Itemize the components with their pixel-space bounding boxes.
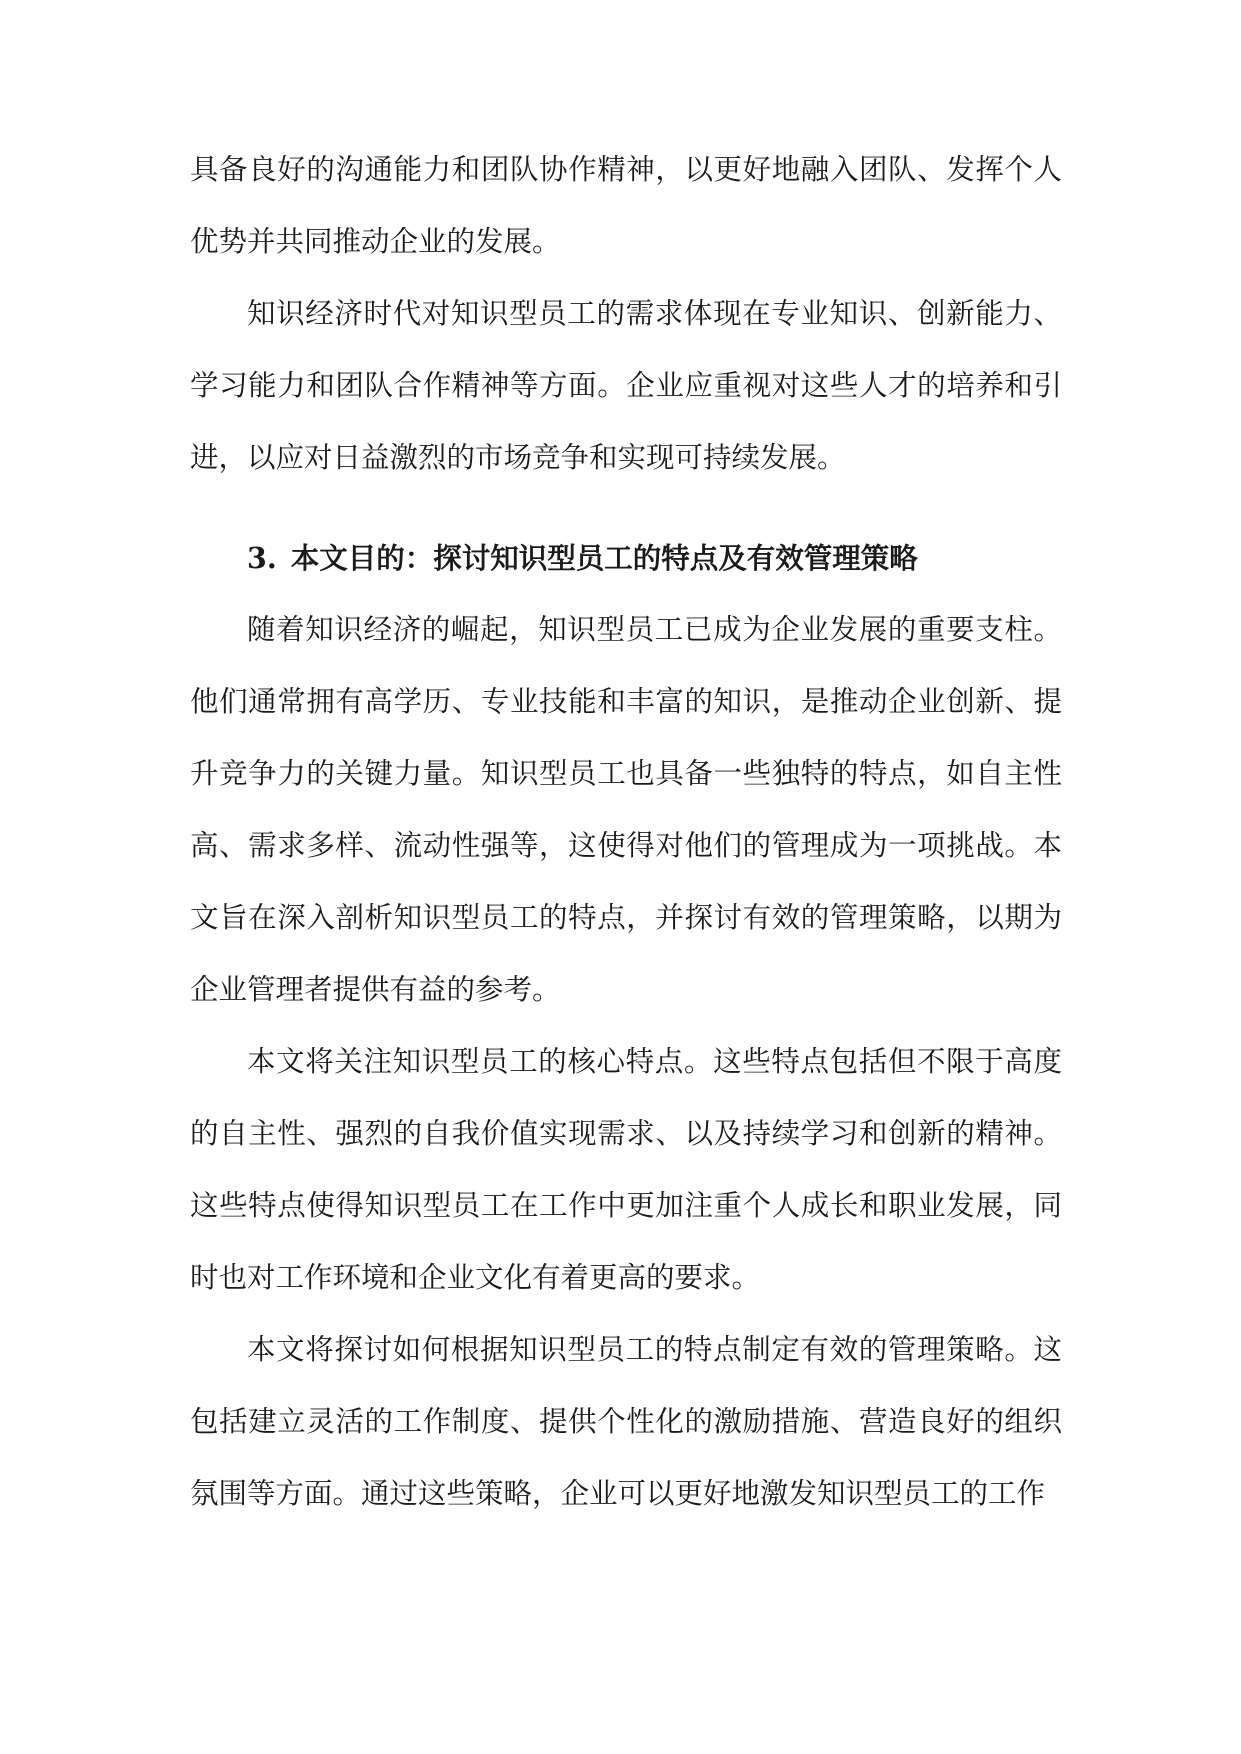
paragraph-3: 随着知识经济的崛起，知识型员工已成为企业发展的重要支柱。他们通常拥有高学历、专业技能和丰富的知识，是推动企业创新、提升竞争力的关键力量。知识型员工也具备一些独特的特点，如自主性高、需求多样、流动性强等，这使得对他们的管理成为一项挑战。本文旨在深入剖析知识型员工的特点，并探讨有效的管理策略，以期为企业管理者提供有益的参考。 xyxy=(190,613,1062,1006)
paragraph-2: 知识经济时代对知识型员工的需求体现在专业知识、创新能力、学习能力和团队合作精神等方面。企业应重视对这些人才的培养和引进，以应对日益激烈的市场竞争和实现可持续发展。 xyxy=(190,297,1062,474)
section-number: 3. xyxy=(247,541,277,575)
paragraph-1: 具备良好的沟通能力和团队协作精神，以更好地融入团队、发挥个人优势并共同推动企业的发展。 xyxy=(190,153,1062,258)
paragraph-4: 本文将关注知识型员工的核心特点。这些特点包括但不限于高度的自主性、强烈的自我价值实现需求、以及持续学习和创新的精神。这些特点使得知识型员工在工作中更加注重个人成长和职业发展，同时也对工作环境和企业文化有着更高的要求。 xyxy=(190,1045,1062,1294)
spacer xyxy=(190,494,1062,522)
section-title: 本文目的：探讨知识型员工的特点及有效管理策略 xyxy=(290,541,918,575)
paragraph-5: 本文将探讨如何根据知识型员工的特点制定有效的管理策略。这包括建立灵活的工作制度、提供个性化的激励措施、营造良好的组织氛围等方面。通过这些策略，企业可以更好地激发知识型员工的工作 xyxy=(190,1333,1062,1510)
section-heading xyxy=(190,522,1062,594)
document-page xyxy=(190,134,1062,1530)
